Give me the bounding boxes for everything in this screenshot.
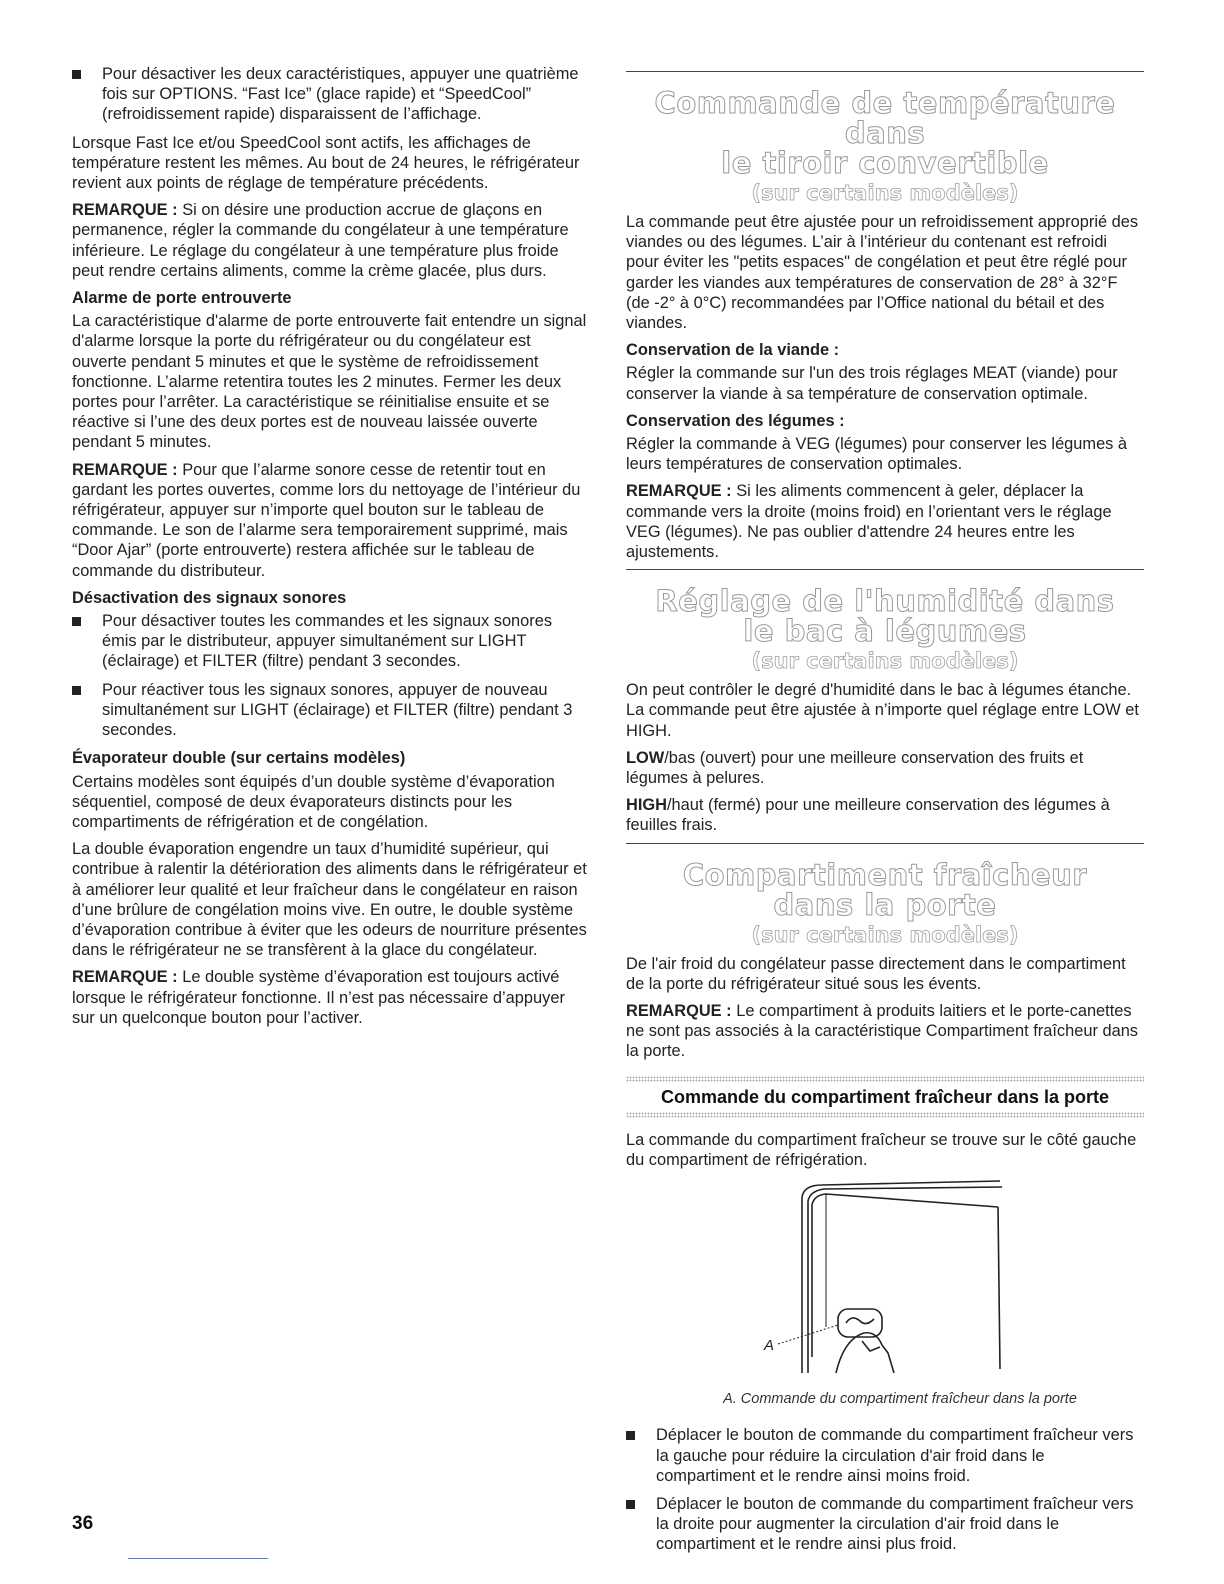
section-title-humidity xyxy=(626,570,1144,649)
section-subtitle: (sur certains modèles) xyxy=(751,922,1019,947)
note-paragraph xyxy=(626,481,1144,562)
refrigerator-interior-illustration xyxy=(626,1177,1144,1387)
paragraph: La commande peut être ajustée pour un refroidissement approprié des viandes ou des légumes. L’air à l’intérieur du contenant est refroidi pour éviter les "petits espaces" de congélation et peut être réglé pour garder les viandes aux températures de conservation de 28° à 32°F (de -2° à 0°C) recommandées par l’Office national du bétail et des viandes. xyxy=(626,213,1139,333)
note-label: REMARQUE : xyxy=(626,1002,732,1021)
bullet-text: Pour désactiver les deux caractéristiques, appuyer une quatrième fois sur OPTIONS. “Fast Ice” (glace rapide) et “SpeedCool” (refroidissement rapide) disparaissent de l’affichage. xyxy=(102,65,579,124)
note-text: Le double système d’évaporation est toujours activé lorsque le réfrigérateur fonctionne. Il n’est pas nécessaire d’appuyer sur un quelconque bouton pour l’activer. xyxy=(72,968,565,1027)
note-label: REMARQUE : xyxy=(72,201,178,220)
bullet-square-icon xyxy=(626,1500,635,1509)
note-text: Si on désire une production accrue de glaçons en permanence, régler la commande du congélateur à une température inférieure. Le réglage du congélateur à une température plus froide peut rendre certains aliments, comme la crème glacée, plus durs. xyxy=(72,201,569,280)
section-title-line: le tiroir convertible xyxy=(721,146,1049,180)
bullet-item xyxy=(72,611,588,672)
paragraph: Régler la commande à VEG (légumes) pour conserver les légumes à leurs températures de conservation optimales. xyxy=(626,435,1128,474)
paragraph: La double évaporation engendre un taux d’humidité supérieur, qui contribue à ralentir la détérioration des aliments dans le réfrigérateur et à améliorer leur qualité et leur fraîcheur dans le congélateur en raison d’une brûlure de congélation moins vive. En outre, le double système d’évaporation contribue à éviter que les odeurs de nourriture présentes dans le réfrigérateur ne se transfèrent à la glace du congélateur. xyxy=(72,840,587,960)
bullet-text: Pour réactiver tous les signaux sonores, appuyer de nouveau simultanément sur LIGHT (éclairage) et FILTER (filtre) pendant 3 secondes. xyxy=(102,680,573,740)
bullet-text: Pour désactiver toutes les commandes et les signaux sonores émis par le distributeur, appuyer simultanément sur LIGHT (éclairage) et FILTER (filtre) pendant 3 secondes. xyxy=(102,612,553,671)
paragraph: Lorsque Fast Ice et/ou SpeedCool sont actifs, les affichages de température restent les mêmes. Au bout de 24 heures, le réfrigérateur revient aux points de réglage de température précédents. xyxy=(72,133,580,193)
heading-vegetables: Conservation des légumes : xyxy=(626,411,845,430)
note-paragraph xyxy=(626,1001,1144,1062)
bullet-square-icon xyxy=(72,686,81,695)
paragraph: De l'air froid du congélateur passe directement dans le compartiment de la porte du réfrigérateur situé sous les évents. xyxy=(626,954,1126,993)
footer-line xyxy=(128,1558,268,1559)
section-subtitle: (sur certains modèles) xyxy=(751,649,1019,674)
bullet-text: Déplacer le bouton de commande du compartiment fraîcheur vers la droite pour augmenter la circulation d'air froid dans le compartiment et le rendre ainsi plus froid. xyxy=(656,1494,1134,1554)
high-label: HIGH xyxy=(626,796,667,815)
bullet-item xyxy=(626,1425,1144,1486)
note-text: Le compartiment à produits laitiers et le porte-canettes ne sont pas associés à la caractéristique Compartiment fraîcheur dans la porte. xyxy=(626,1002,1139,1061)
dotted-rule xyxy=(626,1112,1144,1118)
bullet-square-icon xyxy=(72,70,81,79)
section-title-line: Commande de température dans xyxy=(654,86,1116,150)
subheading-block xyxy=(626,1076,1144,1118)
paragraph-high xyxy=(626,795,1144,835)
note-paragraph xyxy=(72,200,588,281)
figure-caption: A. Commande du compartiment fraîcheur dans la porte xyxy=(723,1391,1077,1408)
paragraph: On peut contrôler le degré d'humidité dans le bac à légumes étanche. La commande peut être ajustée à n’importe quel réglage entre LOW et HIGH. xyxy=(626,681,1139,740)
page-number: 36 xyxy=(72,1513,94,1534)
high-text: /haut (fermé) pour une meilleure conservation des légumes à feuilles frais. xyxy=(626,796,1110,835)
paragraph-low xyxy=(626,748,1144,788)
section-title-drawer xyxy=(626,72,1144,178)
paragraph: La commande du compartiment fraîcheur se trouve sur le côté gauche du compartiment de réfrigération. xyxy=(626,1130,1137,1169)
figure-door-compartment xyxy=(626,1177,1144,1387)
heading-dual-evaporator: Évaporateur double (sur certains modèles) xyxy=(72,749,406,768)
bullet-square-icon xyxy=(72,617,81,626)
note-text: Pour que l’alarme sonore cesse de retentir tout en gardant les portes ouvertes, comme lors du nettoyage de l’intérieur du réfrigérateur, appuyer sur n’importe quel bouton sur le tableau de commande. Le son de l’alarme sera temporairement supprimé, mais “Door Ajar” (porte entrouverte) restera affichée sur le tableau de commande du distributeur. xyxy=(72,460,581,580)
bullet-item xyxy=(626,1494,1144,1555)
paragraph: Certains modèles sont équipés d’un double système d’évaporation séquentiel, composé de deux évaporateurs distincts pour les compartiments de réfrigération et de congélation. xyxy=(72,772,555,831)
section-subtitle: (sur certains modèles) xyxy=(751,181,1019,205)
subheading-control: Commande du compartiment fraîcheur dans la porte xyxy=(660,1086,1110,1107)
paragraph: La caractéristique d'alarme de porte entrouverte fait entendre un signal d'alarme lorsque la porte du réfrigérateur ou du congélateur est ouverte pendant 5 minutes et que le système de refroidissement fonctionne. L’alarme retentira toutes les 2 minutes. Fermer les deux portes pour l’arrêter. La caractéristique se réinitialise ensuite et se réactive si l’une des deux portes est de nouveau laissée ouverte pendant 5 minutes. xyxy=(72,312,587,452)
section-title-line: le bac à légumes xyxy=(743,614,1027,649)
bullet-square-icon xyxy=(626,1431,635,1440)
figure-label: A xyxy=(764,1337,775,1355)
section-title-line: Réglage de l'humidité dans xyxy=(655,584,1115,619)
section-title-line: dans la porte xyxy=(773,887,997,922)
heading-door-alarm: Alarme de porte entrouverte xyxy=(72,289,292,308)
low-text: /bas (ouvert) pour une meilleure conservation des fruits et légumes à pelures. xyxy=(626,748,1084,788)
bullet-item xyxy=(72,64,588,125)
heading-meat: Conservation de la viande : xyxy=(626,341,840,360)
left-column xyxy=(72,64,588,1035)
note-text: Si les aliments commencent à geler, déplacer la commande vers la droite (moins froid) en l’orientant vers le réglage VEG (légumes). Ne pas oublier d'attendre 24 heures entre les ajustements. xyxy=(626,482,1112,562)
bullet-item xyxy=(72,680,588,741)
note-label: REMARQUE : xyxy=(72,460,178,479)
heading-sound-deactivation: Désactivation des signaux sonores xyxy=(72,588,347,607)
section-title-line: Compartiment fraîcheur xyxy=(682,857,1088,892)
paragraph: Régler la commande sur l'un des trois réglages MEAT (viande) pour conserver la viande à sa température de conservation optimale. xyxy=(626,364,1118,403)
note-label: REMARQUE : xyxy=(72,968,178,987)
section-title-door-compartment xyxy=(626,844,1144,920)
bullet-text: Déplacer le bouton de commande du compartiment fraîcheur vers la gauche pour réduire la circulation d'air froid dans le compartiment et le rendre ainsi moins froid. xyxy=(656,1426,1134,1485)
right-column xyxy=(626,64,1144,1563)
note-paragraph xyxy=(72,460,588,581)
note-paragraph xyxy=(72,967,588,1028)
low-label: LOW xyxy=(626,748,665,767)
note-label: REMARQUE : xyxy=(626,482,732,501)
